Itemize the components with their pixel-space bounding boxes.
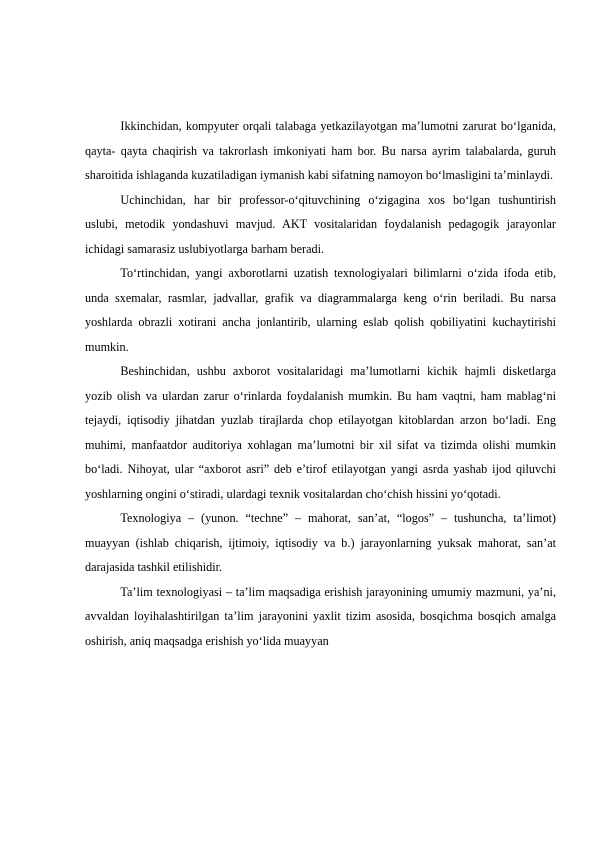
paragraph-ikkinchidan: Ikkinchidan, kompyuter orqali talabaga yetkazilayotgan ma’lumotni zarurat bo‘lganida, qayta- qayta chaqirish va takrorlash imkoniyati ham bor. Bu narsa ayrim talabalarda, guruh sharoitida ishlaganda kuzatiladigan iymanish kabi sifatning namoyon bo‘lmasligini ta’minlaydi.	[85, 119, 556, 182]
paragraph-talim-texnologiyasi: Ta’lim texnologiyasi – ta’lim maqsadiga erishish jarayonining umumiy mazmuni, ya’ni, avvaldan loyihalashtirilgan ta’lim jarayonini yaxlit tizim asosida, bosqichma bosqich amalga oshirish, aniq maqsadga erishish yo‘lida muayyan	[85, 584, 556, 648]
paragraph-uchinchidan: Uchinchidan, har bir professor-o‘qituvchining o‘zigagina xos bo‘lgan tushuntirish uslubi, metodik yondashuvi mavjud. AKT vositalaridan foydalanish pedagogik jarayonlar ichidagi samarasiz uslubiyotlarga barham beradi.	[85, 192, 556, 256]
paragraph-texnologiya: Texnologiya – (yunon. “techne” – mahorat, san’at, “logos” – tushuncha, ta’limot) muayyan (ishlab chiqarish, ijtimoiy, iqtisodiy va b.) jarayonlarning yuksak mahorat, san’at darajasida tashkil etilishidir.	[85, 511, 556, 574]
document-body	[85, 114, 556, 653]
paragraph-beshinchidan: Beshinchidan, ushbu axborot vositalaridagi ma’lumotlarni kichik hajmli disketlarga yozib olish va ulardan zarur o‘rinlarda foydalanish mumkin. Bu ham vaqtni, ham mablag‘ni tejaydi, iqtisodiy jihatdan yuzlab tirajlarda chop etilayotgan kitoblardan arzon bo‘ladi. Eng muhimi, manfaatdor auditoriya xohlagan ma’lumotni bir xil sifat va tizimda olishi mumkin bo‘ladi. Nihoyat, ular “axborot asri” deb e’tirof etilayotgan yangi asrda yashab ijod qiluvchi yoshlarning ongini o‘stiradi, ulardagi texnik vositalardan cho‘chish hissini yo‘qotadi.	[85, 364, 556, 501]
paragraph-tortinchidan: To‘rtinchidan, yangi axborotlarni uzatish texnologiyalari bilimlarni o‘zida ifoda etib, unda sxemalar, rasmlar, jadvallar, grafik va diagrammalarga keng o‘rin beriladi. Bu narsa yoshlarda obrazli xotirani ancha jonlantirib, ularning eslab qolish qobiliyatini kuchaytirishi mumkin.	[85, 266, 556, 354]
